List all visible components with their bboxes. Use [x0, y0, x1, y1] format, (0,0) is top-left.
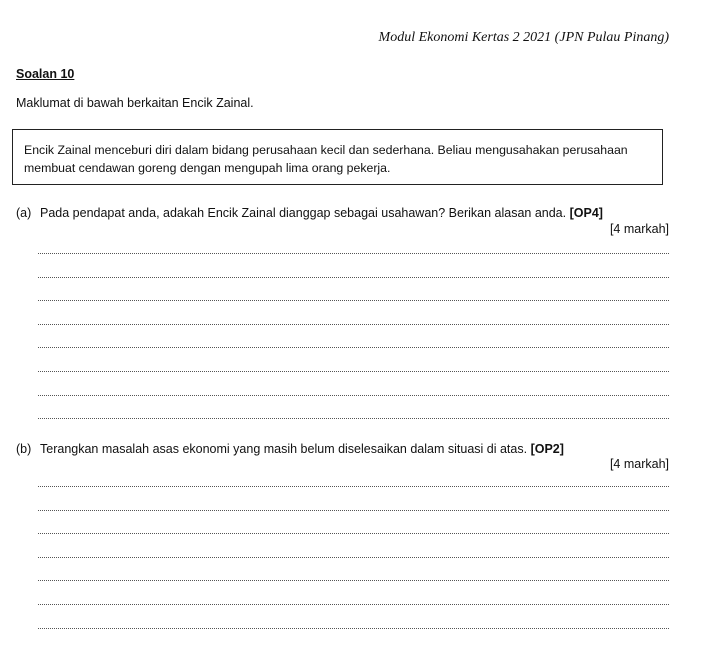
part-a-objective: [OP4] [569, 206, 603, 220]
answer-line[interactable] [38, 324, 669, 325]
part-a-text: Pada pendapat anda, adakah Encik Zainal dianggap sebagai usahawan? Berikan alasan anda. [40, 206, 567, 220]
answer-line[interactable] [38, 418, 669, 419]
part-b-question [16, 442, 671, 456]
answer-line[interactable] [38, 253, 669, 254]
answer-line[interactable] [38, 300, 669, 301]
answer-line[interactable] [38, 557, 669, 558]
part-b-objective: [OP2] [530, 442, 564, 456]
answer-line[interactable] [38, 580, 669, 581]
answer-line[interactable] [38, 628, 669, 629]
answer-line[interactable] [38, 510, 669, 511]
part-b-text: Terangkan masalah asas ekonomi yang masih belum diselesaikan dalam situasi di atas. [40, 442, 528, 456]
part-a-question [16, 206, 671, 220]
part-b-label: (b) [16, 442, 32, 456]
answer-line[interactable] [38, 395, 669, 396]
part-a-answer-lines[interactable] [38, 253, 669, 442]
page-header-title: Modul Ekonomi Kertas 2 2021 (JPN Pulau Pinang) [378, 30, 669, 45]
answer-line[interactable] [38, 604, 669, 605]
part-a-marks: [4 markah] [609, 222, 669, 236]
question-intro: Maklumat di bawah berkaitan Encik Zainal. [16, 96, 254, 110]
answer-line[interactable] [38, 347, 669, 348]
answer-line[interactable] [38, 277, 669, 278]
info-box [12, 129, 663, 185]
question-number: Soalan 10 [16, 67, 75, 81]
part-a-label: (a) [16, 206, 32, 220]
part-b-answer-lines[interactable] [38, 486, 669, 651]
answer-line[interactable] [38, 486, 669, 487]
info-box-text: Encik Zainal menceburi diri dalam bidang perusahaan kecil dan sederhana. Beliau mengusahakan perusahaan membuat cendawan goreng dengan mengupah lima orang pekerja. [24, 143, 628, 175]
answer-line[interactable] [38, 533, 669, 534]
answer-line[interactable] [38, 371, 669, 372]
part-b-marks: [4 markah] [609, 457, 669, 471]
